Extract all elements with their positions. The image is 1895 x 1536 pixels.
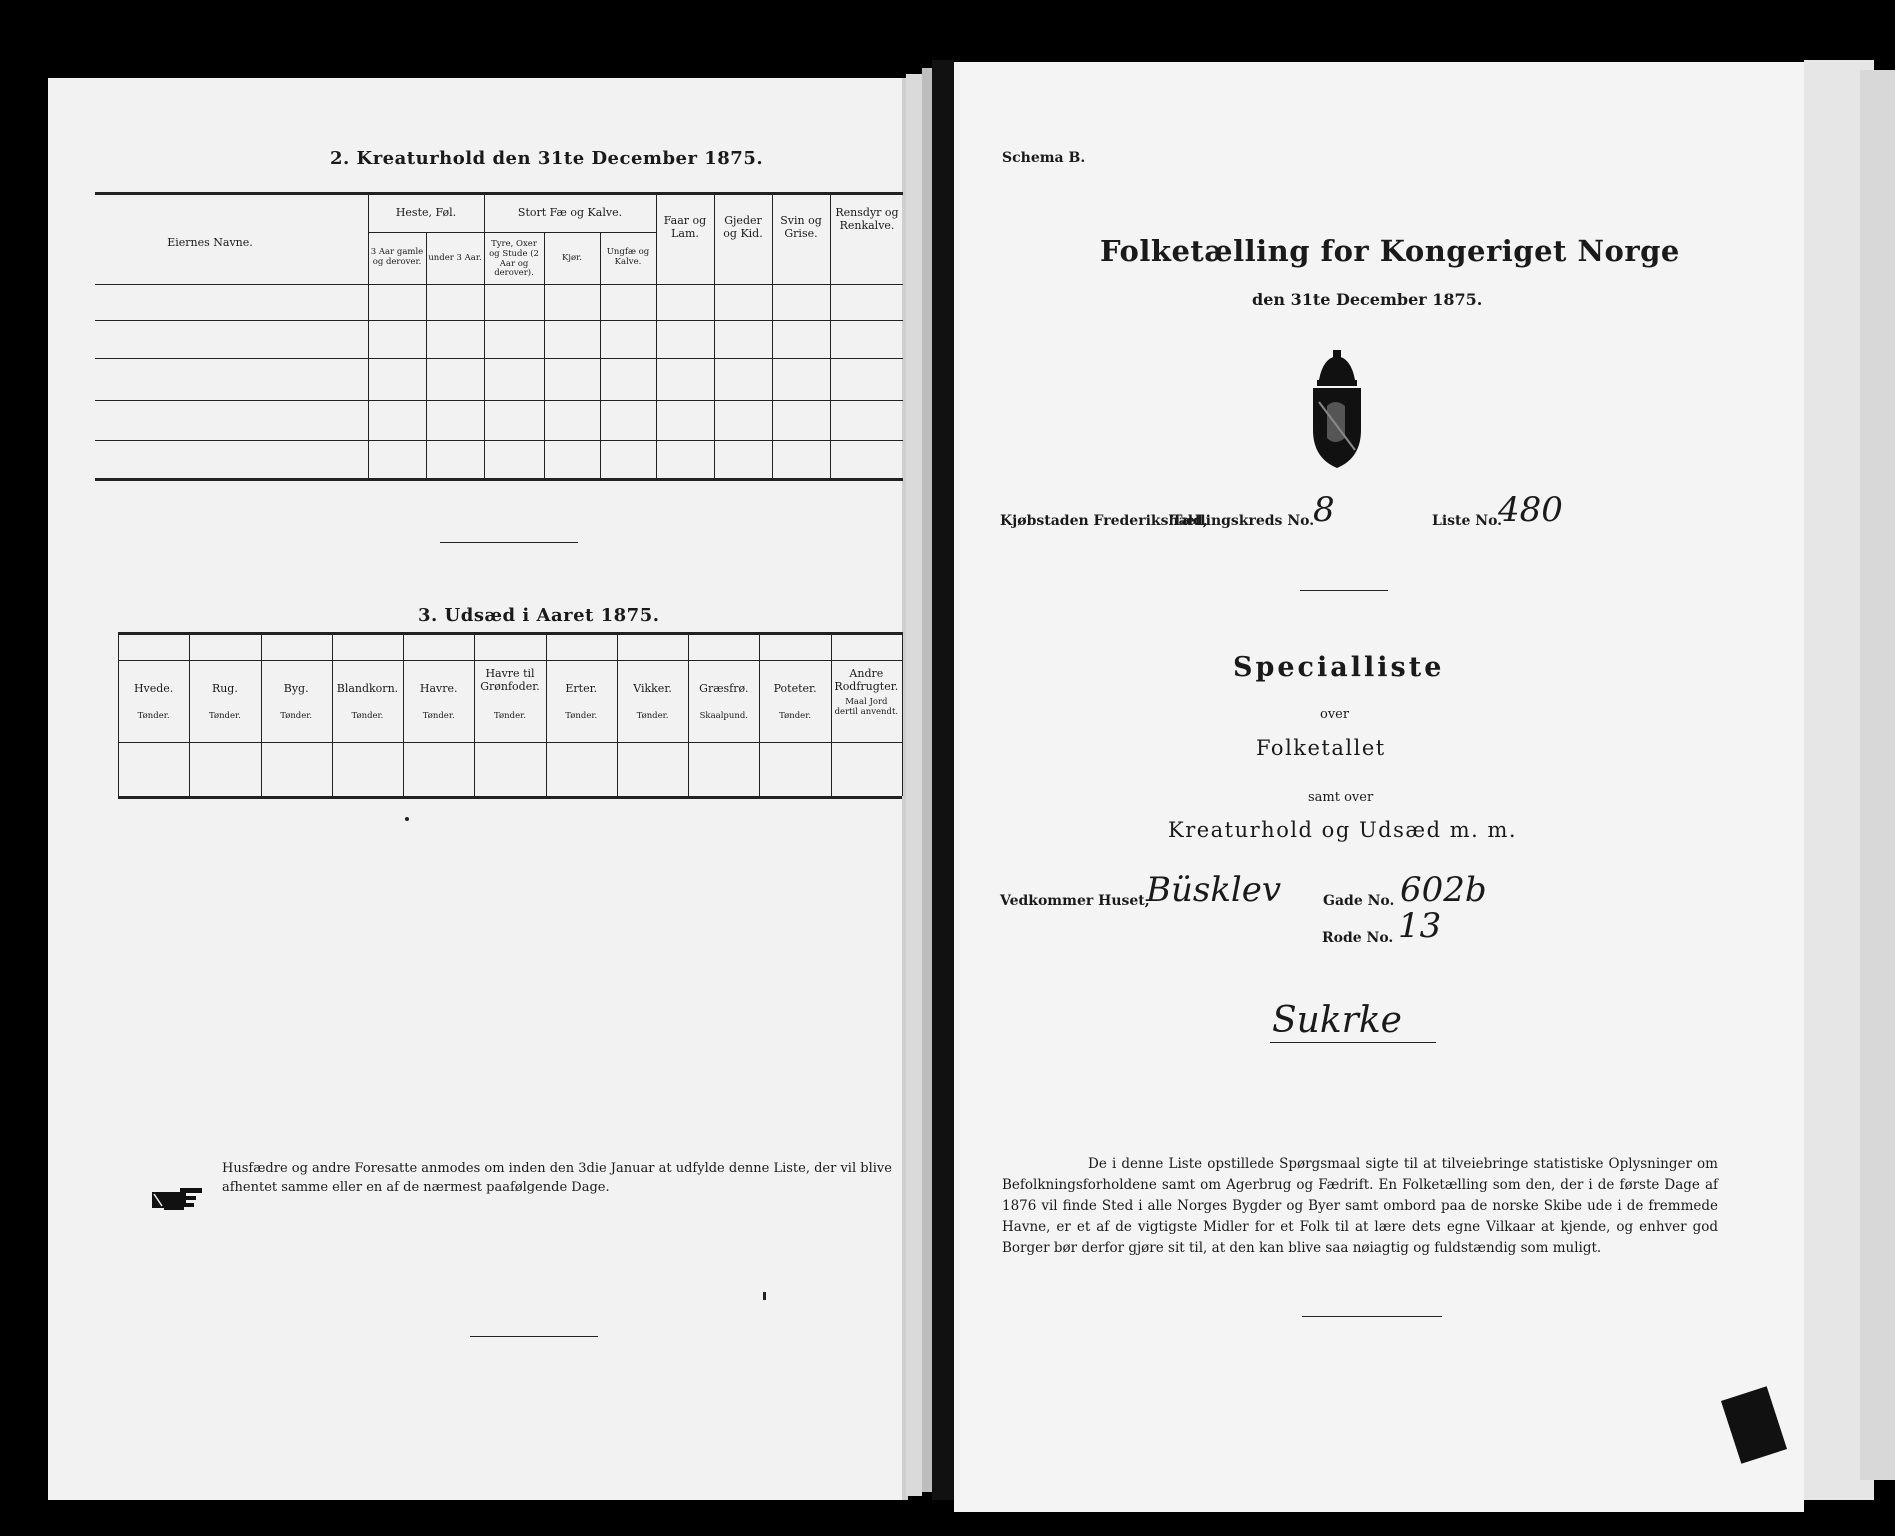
- kreaturhold-heading: Kreaturhold og Udsæd m. m.: [1168, 818, 1518, 842]
- table-col-rule: [368, 192, 369, 478]
- header-cattle-bulls: Tyre, Oxer og Stude (2 Aar og derover).: [489, 239, 539, 279]
- table-rule: [118, 742, 902, 743]
- table-col-rule: [261, 632, 262, 796]
- table-rule: [95, 192, 903, 195]
- table-rule: [95, 478, 903, 481]
- table-col-rule: [656, 192, 657, 478]
- divider: [1302, 1316, 1442, 1317]
- ink-dot: [405, 817, 409, 821]
- sowing-header-name: Poteter.: [773, 682, 817, 695]
- sowing-header-name: Rug.: [211, 682, 238, 695]
- sowing-header-name: Andre Rodfrugter.: [834, 667, 899, 694]
- specialliste-heading: Specialliste: [1233, 652, 1445, 683]
- table-rule: [95, 440, 903, 441]
- table-rule: [368, 232, 656, 233]
- table-col-rule: [332, 632, 333, 796]
- census-date: den 31te December 1875.: [1252, 290, 1483, 309]
- divider: [440, 542, 578, 543]
- table-col-rule: [617, 632, 618, 796]
- rode-value: 13: [1398, 906, 1442, 946]
- gade-value: 602b: [1400, 870, 1487, 910]
- notice-text: Husfædre og andre Foresatte anmodes om inden den 3die Januar at udfylde denne Liste, der vil blive afhentet samme eller en af de nærmest paafølgende Dage.: [222, 1161, 892, 1195]
- table-rule: [95, 284, 903, 285]
- header-cattle-cows: Kjør.: [562, 253, 582, 263]
- table-rule: [118, 632, 902, 635]
- vedkommer-label: Vedkommer Huset,: [1000, 893, 1150, 909]
- sowing-header-unit: Tønder.: [351, 711, 384, 721]
- vedkommer-value: Büsklev: [1146, 870, 1282, 910]
- header-horses-young: under 3 Aar.: [428, 253, 482, 263]
- sowing-header-unit: Maal Jord dertil anvendt.: [834, 697, 899, 717]
- table-rule: [118, 796, 902, 799]
- table-col-rule: [600, 232, 601, 478]
- left-page: [48, 78, 908, 1500]
- table-col-rule: [546, 632, 547, 796]
- body-text: De i denne Liste opstillede Spørgsmaal sigte til at tilveiebringe statistiske Oplysninger om Befolkningsforholdene samt om Agerbrug og Fædrift. En Folketælling som den, der i de første Dage af 1876 vil finde Sted i alle Norges Bygder og Byer samt ombord paa de norske Skibe ude i de fremmede Havne, er et af de vigtigste Midler for et Folk til at lære dets egne Vilkaar at kjende, og enhver god Borger bør derfor gjøre sit til, at den kan blive saa nøiagtig og fuldstændig som muligt.: [1002, 1156, 1718, 1256]
- schema-label: Schema B.: [1002, 150, 1086, 166]
- header-cattle: Stort Fæ og Kalve.: [517, 206, 623, 219]
- sowing-header-unit: Tønder.: [565, 711, 598, 721]
- table-col-rule: [484, 192, 485, 478]
- table-col-rule: [759, 632, 760, 796]
- header-pigs: Svin og Grise.: [780, 214, 822, 241]
- table-col-rule: [688, 632, 689, 796]
- liste-label: Liste No.: [1432, 513, 1503, 529]
- divider: [470, 1336, 598, 1337]
- signature: Sukrke: [1272, 1000, 1402, 1041]
- kreds-value: 8: [1313, 490, 1335, 530]
- sowing-header-unit: Tønder.: [779, 711, 812, 721]
- table-rule: [118, 660, 902, 661]
- header-horses-old: 3 Aar gamle og derover.: [370, 247, 424, 267]
- sowing-header-unit: Tønder.: [494, 711, 526, 721]
- samt-over-label: samt over: [1308, 790, 1374, 805]
- table-col-rule: [772, 192, 773, 478]
- norwegian-coat-of-arms-icon: [1305, 350, 1369, 470]
- page-edge: [922, 68, 932, 1492]
- sowing-header-unit: Tønder.: [137, 711, 170, 721]
- table-col-rule: [902, 632, 903, 796]
- divider: [1300, 590, 1388, 591]
- sowing-header-unit: Tønder.: [280, 711, 313, 721]
- page-title: Folketælling for Kongeriget Norge: [1100, 234, 1680, 268]
- liste-value: 480: [1498, 490, 1563, 530]
- table-col-rule: [544, 232, 545, 478]
- table-col-rule: [403, 632, 404, 796]
- sowing-header-name: Hvede.: [133, 682, 174, 695]
- table-rule: [95, 400, 903, 401]
- right-page: [954, 62, 1804, 1512]
- sowing-header-name: Havre.: [419, 682, 458, 695]
- gade-label: Gade No.: [1323, 893, 1395, 909]
- header-owner: Eiernes Navne.: [167, 236, 253, 249]
- sowing-header-name: Byg.: [283, 682, 309, 695]
- table-col-rule: [474, 632, 475, 796]
- header-cattle-young: Ungfæ og Kalve.: [606, 247, 650, 267]
- sowing-header-unit: Tønder.: [208, 711, 241, 721]
- table-col-rule: [830, 192, 831, 478]
- section3-title: 3. Udsæd i Aaret 1875.: [418, 605, 660, 626]
- header-goats: Gjeder og Kid.: [723, 214, 763, 241]
- header-reindeer: Rensdyr og Renkalve.: [835, 206, 899, 233]
- section2-title: 2. Kreaturhold den 31te December 1875.: [330, 148, 764, 169]
- table-rule: [95, 358, 903, 359]
- sowing-header-name: Blandkorn.: [336, 682, 399, 695]
- sowing-header-name: Havre til Grønfoder.: [480, 667, 540, 694]
- sowing-header-unit: Tønder.: [636, 711, 669, 721]
- sowing-header-name: Græsfrø.: [699, 682, 749, 695]
- pointing-hand-icon: [150, 1184, 208, 1214]
- signature-line: [1270, 1042, 1436, 1043]
- kjobstad-label: Kjøbstaden Frederikshald,: [1000, 513, 1208, 529]
- page-edge: [906, 74, 922, 1496]
- table-rule: [95, 320, 903, 321]
- sowing-header-name: Vikker.: [633, 682, 672, 695]
- table-col-rule: [426, 232, 427, 478]
- ink-mark: [763, 1292, 766, 1300]
- sowing-header-unit: Tønder.: [422, 711, 455, 721]
- sowing-header-unit: Skaalpund.: [699, 711, 748, 721]
- table-col-rule: [831, 632, 832, 796]
- page-edge: [1860, 70, 1895, 1480]
- rode-label: Rode No.: [1322, 930, 1394, 946]
- over-label: over: [1320, 707, 1350, 722]
- table-col-rule: [118, 632, 119, 796]
- kreds-label: Tællingskreds No.: [1172, 513, 1315, 529]
- header-horses: Heste, Føl.: [395, 206, 457, 219]
- sowing-header-name: Erter.: [565, 682, 598, 695]
- book-gutter: [932, 60, 954, 1500]
- table-col-rule: [189, 632, 190, 796]
- header-sheep: Faar og Lam.: [663, 214, 707, 241]
- folketallet-heading: Folketallet: [1256, 736, 1386, 760]
- table-col-rule: [714, 192, 715, 478]
